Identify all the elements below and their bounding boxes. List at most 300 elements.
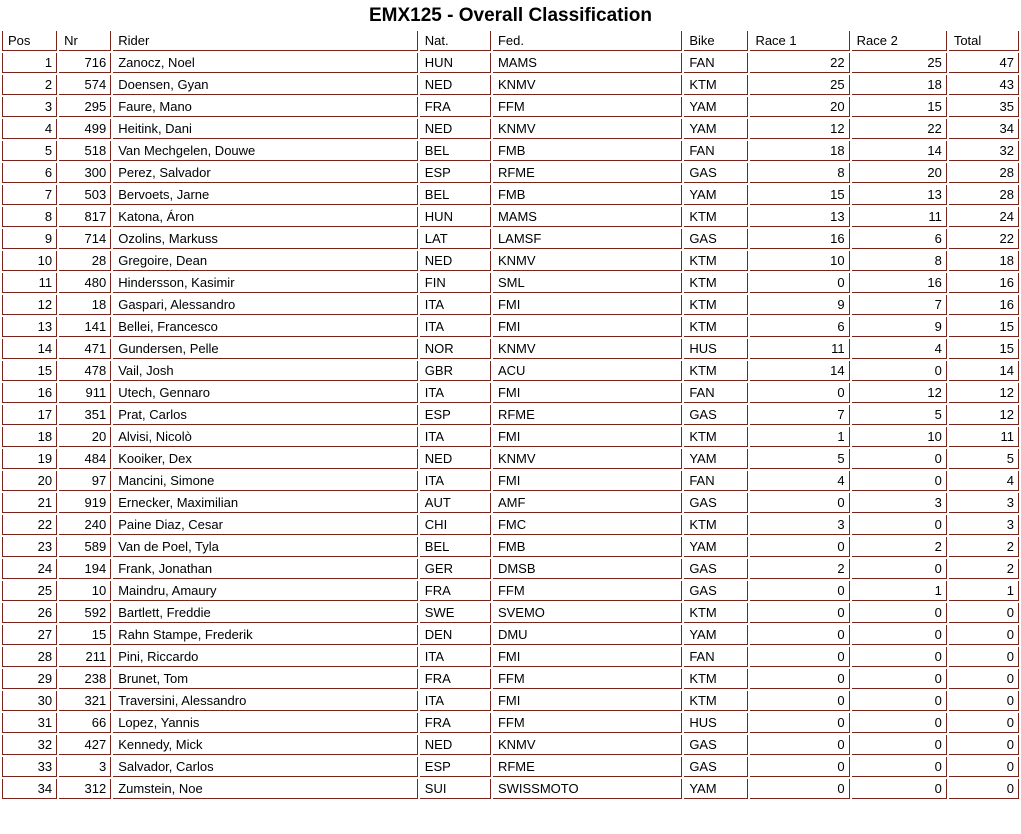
cell-pos: 1 [2, 53, 57, 73]
cell-rider: Bartlett, Freddie [113, 603, 418, 623]
cell-nr: 312 [59, 779, 111, 799]
cell-race2: 22 [852, 119, 947, 139]
cell-rider: Doensen, Gyan [113, 75, 418, 95]
cell-pos: 2 [2, 75, 57, 95]
cell-race2: 0 [852, 779, 947, 799]
cell-race1: 0 [750, 625, 849, 645]
column-header-race1: Race 1 [750, 31, 849, 51]
cell-nr: 18 [59, 295, 111, 315]
cell-bike: YAM [684, 97, 748, 117]
cell-rider: Brunet, Tom [113, 669, 418, 689]
cell-bike: KTM [684, 669, 748, 689]
cell-total: 4 [949, 471, 1019, 491]
cell-nr: 66 [59, 713, 111, 733]
cell-race2: 16 [852, 273, 947, 293]
cell-total: 0 [949, 713, 1019, 733]
cell-nat: ITA [420, 427, 491, 447]
results-table [0, 29, 1021, 801]
cell-race1: 5 [750, 449, 849, 469]
cell-pos: 32 [2, 735, 57, 755]
cell-race2: 20 [852, 163, 947, 183]
table-row [2, 339, 1019, 359]
cell-total: 0 [949, 647, 1019, 667]
cell-nr: 499 [59, 119, 111, 139]
cell-fed: FFM [493, 97, 682, 117]
cell-nr: 351 [59, 405, 111, 425]
cell-bike: KTM [684, 207, 748, 227]
cell-rider: Maindru, Amaury [113, 581, 418, 601]
table-row [2, 713, 1019, 733]
cell-total: 47 [949, 53, 1019, 73]
cell-pos: 14 [2, 339, 57, 359]
cell-race2: 0 [852, 625, 947, 645]
cell-total: 2 [949, 559, 1019, 579]
table-body [2, 53, 1019, 799]
cell-fed: KNMV [493, 251, 682, 271]
cell-bike: KTM [684, 427, 748, 447]
cell-pos: 13 [2, 317, 57, 337]
cell-fed: KNMV [493, 119, 682, 139]
cell-total: 16 [949, 295, 1019, 315]
cell-rider: Van Mechgelen, Douwe [113, 141, 418, 161]
table-row [2, 625, 1019, 645]
table-row [2, 603, 1019, 623]
cell-nat: ITA [420, 691, 491, 711]
cell-fed: FFM [493, 713, 682, 733]
cell-nat: ESP [420, 757, 491, 777]
cell-bike: KTM [684, 691, 748, 711]
cell-total: 24 [949, 207, 1019, 227]
cell-nr: 592 [59, 603, 111, 623]
cell-rider: Hindersson, Kasimir [113, 273, 418, 293]
cell-total: 15 [949, 317, 1019, 337]
cell-total: 12 [949, 383, 1019, 403]
cell-rider: Mancini, Simone [113, 471, 418, 491]
cell-nr: 518 [59, 141, 111, 161]
cell-race1: 0 [750, 273, 849, 293]
cell-race1: 6 [750, 317, 849, 337]
table-row [2, 515, 1019, 535]
cell-pos: 11 [2, 273, 57, 293]
cell-nr: 97 [59, 471, 111, 491]
cell-fed: KNMV [493, 449, 682, 469]
cell-rider: Zumstein, Noe [113, 779, 418, 799]
cell-race1: 15 [750, 185, 849, 205]
cell-total: 1 [949, 581, 1019, 601]
cell-race2: 9 [852, 317, 947, 337]
cell-nr: 321 [59, 691, 111, 711]
cell-nat: ITA [420, 383, 491, 403]
cell-total: 32 [949, 141, 1019, 161]
cell-bike: YAM [684, 625, 748, 645]
cell-pos: 18 [2, 427, 57, 447]
table-row [2, 559, 1019, 579]
cell-total: 11 [949, 427, 1019, 447]
cell-race2: 0 [852, 669, 947, 689]
cell-race1: 22 [750, 53, 849, 73]
cell-pos: 27 [2, 625, 57, 645]
cell-pos: 34 [2, 779, 57, 799]
cell-bike: KTM [684, 273, 748, 293]
cell-bike: HUS [684, 339, 748, 359]
cell-fed: KNMV [493, 735, 682, 755]
cell-fed: DMSB [493, 559, 682, 579]
cell-bike: GAS [684, 493, 748, 513]
cell-nat: FRA [420, 669, 491, 689]
cell-bike: FAN [684, 53, 748, 73]
cell-race2: 14 [852, 141, 947, 161]
cell-nr: 589 [59, 537, 111, 557]
cell-bike: GAS [684, 735, 748, 755]
cell-nat: SUI [420, 779, 491, 799]
cell-bike: KTM [684, 515, 748, 535]
cell-race2: 7 [852, 295, 947, 315]
cell-nr: 141 [59, 317, 111, 337]
cell-bike: YAM [684, 185, 748, 205]
column-header-fed: Fed. [493, 31, 682, 51]
cell-bike: HUS [684, 713, 748, 733]
cell-rider: Prat, Carlos [113, 405, 418, 425]
cell-race1: 13 [750, 207, 849, 227]
table-row [2, 119, 1019, 139]
cell-race1: 20 [750, 97, 849, 117]
cell-rider: Zanocz, Noel [113, 53, 418, 73]
cell-race1: 0 [750, 779, 849, 799]
cell-pos: 33 [2, 757, 57, 777]
cell-nr: 471 [59, 339, 111, 359]
cell-race1: 0 [750, 493, 849, 513]
cell-total: 34 [949, 119, 1019, 139]
cell-fed: FMI [493, 295, 682, 315]
cell-race2: 0 [852, 361, 947, 381]
cell-nr: 295 [59, 97, 111, 117]
table-row [2, 185, 1019, 205]
cell-rider: Lopez, Yannis [113, 713, 418, 733]
cell-fed: MAMS [493, 53, 682, 73]
cell-total: 0 [949, 735, 1019, 755]
cell-nat: FIN [420, 273, 491, 293]
cell-pos: 21 [2, 493, 57, 513]
cell-nr: 240 [59, 515, 111, 535]
cell-bike: KTM [684, 75, 748, 95]
cell-nr: 478 [59, 361, 111, 381]
cell-nat: LAT [420, 229, 491, 249]
cell-race2: 0 [852, 603, 947, 623]
cell-rider: Rahn Stampe, Frederik [113, 625, 418, 645]
cell-race1: 2 [750, 559, 849, 579]
cell-rider: Salvador, Carlos [113, 757, 418, 777]
cell-nat: NOR [420, 339, 491, 359]
cell-pos: 5 [2, 141, 57, 161]
table-row [2, 405, 1019, 425]
cell-nat: CHI [420, 515, 491, 535]
cell-pos: 20 [2, 471, 57, 491]
table-row [2, 779, 1019, 799]
cell-total: 2 [949, 537, 1019, 557]
cell-nat: AUT [420, 493, 491, 513]
cell-race1: 0 [750, 647, 849, 667]
cell-total: 0 [949, 779, 1019, 799]
column-header-total: Total [949, 31, 1019, 51]
cell-race1: 10 [750, 251, 849, 271]
cell-race1: 0 [750, 691, 849, 711]
cell-total: 15 [949, 339, 1019, 359]
cell-nat: NED [420, 251, 491, 271]
cell-bike: YAM [684, 779, 748, 799]
cell-fed: RFME [493, 163, 682, 183]
cell-nr: 919 [59, 493, 111, 513]
cell-race2: 12 [852, 383, 947, 403]
cell-pos: 30 [2, 691, 57, 711]
cell-bike: KTM [684, 251, 748, 271]
cell-pos: 9 [2, 229, 57, 249]
cell-total: 5 [949, 449, 1019, 469]
column-header-nr: Nr [59, 31, 111, 51]
cell-pos: 4 [2, 119, 57, 139]
cell-pos: 10 [2, 251, 57, 271]
cell-total: 14 [949, 361, 1019, 381]
cell-rider: Bellei, Francesco [113, 317, 418, 337]
cell-nat: ESP [420, 405, 491, 425]
cell-nr: 3 [59, 757, 111, 777]
cell-nr: 427 [59, 735, 111, 755]
cell-pos: 19 [2, 449, 57, 469]
cell-race2: 0 [852, 515, 947, 535]
cell-total: 16 [949, 273, 1019, 293]
cell-nat: BEL [420, 141, 491, 161]
table-row [2, 383, 1019, 403]
cell-total: 0 [949, 625, 1019, 645]
cell-pos: 28 [2, 647, 57, 667]
table-row [2, 581, 1019, 601]
cell-nr: 503 [59, 185, 111, 205]
cell-pos: 3 [2, 97, 57, 117]
cell-pos: 22 [2, 515, 57, 535]
cell-bike: GAS [684, 229, 748, 249]
cell-pos: 7 [2, 185, 57, 205]
cell-race1: 18 [750, 141, 849, 161]
cell-nr: 238 [59, 669, 111, 689]
table-row [2, 53, 1019, 73]
cell-nat: ITA [420, 295, 491, 315]
cell-race2: 0 [852, 647, 947, 667]
cell-nr: 817 [59, 207, 111, 227]
cell-race2: 6 [852, 229, 947, 249]
cell-rider: Perez, Salvador [113, 163, 418, 183]
cell-race2: 0 [852, 713, 947, 733]
column-header-race2: Race 2 [852, 31, 947, 51]
cell-race2: 0 [852, 449, 947, 469]
cell-race2: 0 [852, 691, 947, 711]
cell-race2: 11 [852, 207, 947, 227]
cell-rider: Faure, Mano [113, 97, 418, 117]
cell-race2: 2 [852, 537, 947, 557]
cell-race2: 25 [852, 53, 947, 73]
table-row [2, 449, 1019, 469]
cell-nat: BEL [420, 185, 491, 205]
cell-bike: FAN [684, 141, 748, 161]
cell-race1: 0 [750, 581, 849, 601]
cell-nr: 20 [59, 427, 111, 447]
cell-fed: FFM [493, 669, 682, 689]
cell-pos: 25 [2, 581, 57, 601]
cell-pos: 6 [2, 163, 57, 183]
cell-total: 12 [949, 405, 1019, 425]
table-row [2, 669, 1019, 689]
cell-rider: Alvisi, Nicolò [113, 427, 418, 447]
cell-nat: NED [420, 119, 491, 139]
cell-total: 22 [949, 229, 1019, 249]
cell-nat: FRA [420, 713, 491, 733]
cell-rider: Traversini, Alessandro [113, 691, 418, 711]
cell-total: 0 [949, 669, 1019, 689]
cell-total: 43 [949, 75, 1019, 95]
cell-fed: FMI [493, 317, 682, 337]
table-row [2, 493, 1019, 513]
cell-nr: 714 [59, 229, 111, 249]
table-row [2, 537, 1019, 557]
table-header-row [2, 31, 1019, 51]
cell-nr: 480 [59, 273, 111, 293]
cell-nat: HUN [420, 53, 491, 73]
cell-pos: 16 [2, 383, 57, 403]
cell-nat: NED [420, 449, 491, 469]
cell-nr: 28 [59, 251, 111, 271]
table-row [2, 427, 1019, 447]
cell-nat: DEN [420, 625, 491, 645]
cell-pos: 24 [2, 559, 57, 579]
cell-rider: Heitink, Dani [113, 119, 418, 139]
cell-nr: 574 [59, 75, 111, 95]
cell-rider: Kennedy, Mick [113, 735, 418, 755]
column-header-pos: Pos [2, 31, 57, 51]
cell-race2: 0 [852, 471, 947, 491]
table-row [2, 163, 1019, 183]
cell-bike: KTM [684, 295, 748, 315]
cell-race1: 8 [750, 163, 849, 183]
cell-total: 28 [949, 163, 1019, 183]
cell-pos: 8 [2, 207, 57, 227]
column-header-rider: Rider [113, 31, 418, 51]
cell-race1: 7 [750, 405, 849, 425]
cell-total: 28 [949, 185, 1019, 205]
cell-nr: 15 [59, 625, 111, 645]
cell-race1: 4 [750, 471, 849, 491]
cell-fed: FMI [493, 383, 682, 403]
cell-bike: GAS [684, 405, 748, 425]
cell-pos: 15 [2, 361, 57, 381]
cell-total: 3 [949, 493, 1019, 513]
cell-bike: FAN [684, 647, 748, 667]
cell-fed: FMB [493, 141, 682, 161]
cell-nat: GER [420, 559, 491, 579]
cell-rider: Katona, Áron [113, 207, 418, 227]
cell-pos: 26 [2, 603, 57, 623]
cell-total: 0 [949, 757, 1019, 777]
cell-race2: 3 [852, 493, 947, 513]
cell-total: 0 [949, 603, 1019, 623]
cell-bike: FAN [684, 383, 748, 403]
cell-fed: MAMS [493, 207, 682, 227]
cell-nr: 484 [59, 449, 111, 469]
cell-rider: Paine Diaz, Cesar [113, 515, 418, 535]
cell-rider: Ernecker, Maximilian [113, 493, 418, 513]
table-row [2, 75, 1019, 95]
cell-fed: FMI [493, 427, 682, 447]
cell-pos: 29 [2, 669, 57, 689]
table-row [2, 251, 1019, 271]
cell-bike: KTM [684, 603, 748, 623]
table-row [2, 141, 1019, 161]
cell-nat: FRA [420, 97, 491, 117]
cell-pos: 23 [2, 537, 57, 557]
cell-nr: 10 [59, 581, 111, 601]
cell-race1: 0 [750, 735, 849, 755]
cell-race2: 1 [852, 581, 947, 601]
cell-rider: Frank, Jonathan [113, 559, 418, 579]
cell-race1: 0 [750, 383, 849, 403]
cell-bike: GAS [684, 581, 748, 601]
cell-race1: 0 [750, 757, 849, 777]
page-title: EMX125 - Overall Classification [368, 5, 652, 26]
cell-total: 18 [949, 251, 1019, 271]
cell-fed: FMI [493, 691, 682, 711]
cell-race2: 18 [852, 75, 947, 95]
cell-bike: YAM [684, 449, 748, 469]
cell-fed: FMB [493, 185, 682, 205]
cell-race2: 5 [852, 405, 947, 425]
cell-bike: GAS [684, 757, 748, 777]
cell-total: 3 [949, 515, 1019, 535]
table-row [2, 471, 1019, 491]
table-row [2, 295, 1019, 315]
cell-bike: GAS [684, 559, 748, 579]
cell-nat: NED [420, 735, 491, 755]
cell-fed: FMI [493, 471, 682, 491]
cell-fed: SML [493, 273, 682, 293]
cell-fed: KNMV [493, 75, 682, 95]
table-row [2, 273, 1019, 293]
cell-bike: YAM [684, 119, 748, 139]
table-row [2, 229, 1019, 249]
cell-fed: AMF [493, 493, 682, 513]
cell-rider: Gundersen, Pelle [113, 339, 418, 359]
cell-nat: ITA [420, 317, 491, 337]
cell-rider: Kooiker, Dex [113, 449, 418, 469]
cell-bike: KTM [684, 317, 748, 337]
cell-fed: DMU [493, 625, 682, 645]
cell-nr: 300 [59, 163, 111, 183]
cell-fed: SVEMO [493, 603, 682, 623]
cell-race1: 1 [750, 427, 849, 447]
cell-rider: Gregoire, Dean [113, 251, 418, 271]
cell-fed: RFME [493, 757, 682, 777]
cell-pos: 31 [2, 713, 57, 733]
cell-rider: Pini, Riccardo [113, 647, 418, 667]
cell-race2: 0 [852, 559, 947, 579]
cell-rider: Gaspari, Alessandro [113, 295, 418, 315]
cell-bike: GAS [684, 163, 748, 183]
cell-nat: GBR [420, 361, 491, 381]
cell-nr: 716 [59, 53, 111, 73]
table-row [2, 735, 1019, 755]
cell-rider: Van de Poel, Tyla [113, 537, 418, 557]
cell-total: 0 [949, 691, 1019, 711]
cell-race2: 10 [852, 427, 947, 447]
cell-race1: 11 [750, 339, 849, 359]
cell-race1: 0 [750, 713, 849, 733]
table-row [2, 317, 1019, 337]
